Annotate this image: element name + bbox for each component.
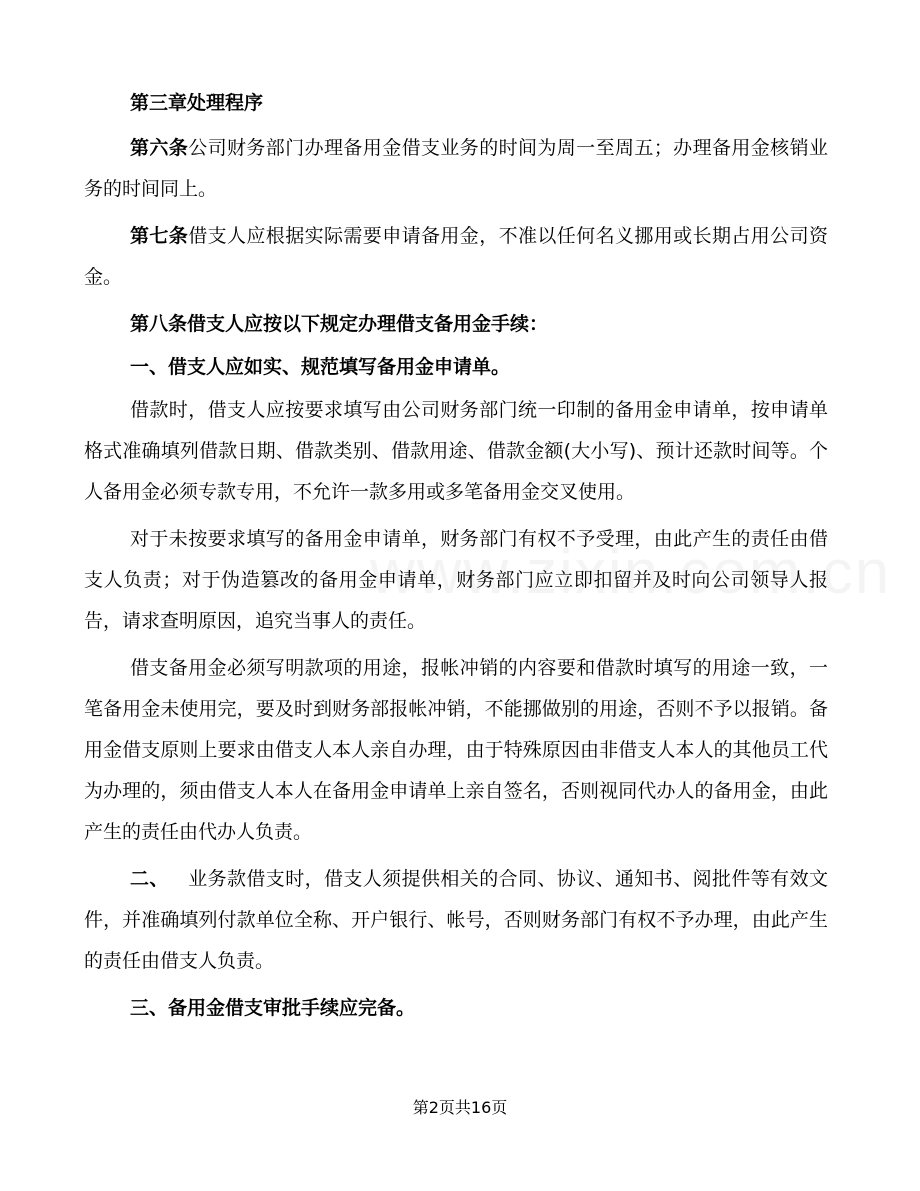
section-3-title: 三、备用金借支审批手续应完备。 <box>130 997 416 1019</box>
section-2-label: 二、 <box>130 868 169 890</box>
article-7-label: 第七条 <box>130 225 189 247</box>
paragraph-reject: 对于未按要求填写的备用金申请单，财务部门有权不予受理，由此产生的责任由借支人负责；对于伪造篡改的备用金申请单，财务部门应立即扣留并及时向公司领导人报告，请求查明原因，追究当事人的责任。 <box>84 528 828 632</box>
article-6 <box>84 128 828 210</box>
page-number: 第2页共16页 <box>412 1098 508 1117</box>
article-7-text: 借支人应根据实际需要申请备用金，不准以任何名义挪用或长期占用公司资金。 <box>84 225 828 288</box>
document-body <box>84 83 828 1029</box>
article-6-text: 公司财务部门办理备用金借支业务的时间为周一至周五；办理备用金核销业务的时间同上。 <box>84 137 828 200</box>
section-1-title: 一、借支人应如实、规范填写备用金申请单。 <box>130 356 511 378</box>
chapter-title: 第三章处理程序 <box>130 92 264 114</box>
section-2-text: 业务款借支时，借支人须提供相关的合同、协议、通知书、阅批件等有效文件，并准确填列付款单位全称、开户银行、帐号，否则财务部门有权不予办理，由此产生的责任由借支人负责。 <box>84 868 828 972</box>
paragraph-borrow: 借款时，借支人应按要求填写由公司财务部门统一印制的备用金申请单，按申请单格式准确填列借款日期、借款类别、借款用途、借款金额(大小写)、预计还款时间等。个人备用金必须专款专用，不允许一款多用或多笔备用金交叉使用。 <box>84 399 828 503</box>
article-6-label: 第六条 <box>130 137 189 159</box>
article-7 <box>84 216 828 298</box>
section-2 <box>84 859 828 982</box>
article-8-title: 第八条借支人应按以下规定办理借支备用金手续： <box>130 313 549 335</box>
paragraph-usage: 借支备用金必须写明款项的用途，报帐冲销的内容要和借款时填写的用途一致，一笔备用金未使用完，要及时到财务部报帐冲销，不能挪做别的用途，否则不予以报销。备用金借支原则上要求由借支人本人亲自办理，由于特殊原因由非借支人本人的其他员工代为办理的，须由借支人本人在备用金申请单上亲自签名，否则视同代办人的备用金，由此产生的责任由代办人负责。 <box>84 657 828 843</box>
